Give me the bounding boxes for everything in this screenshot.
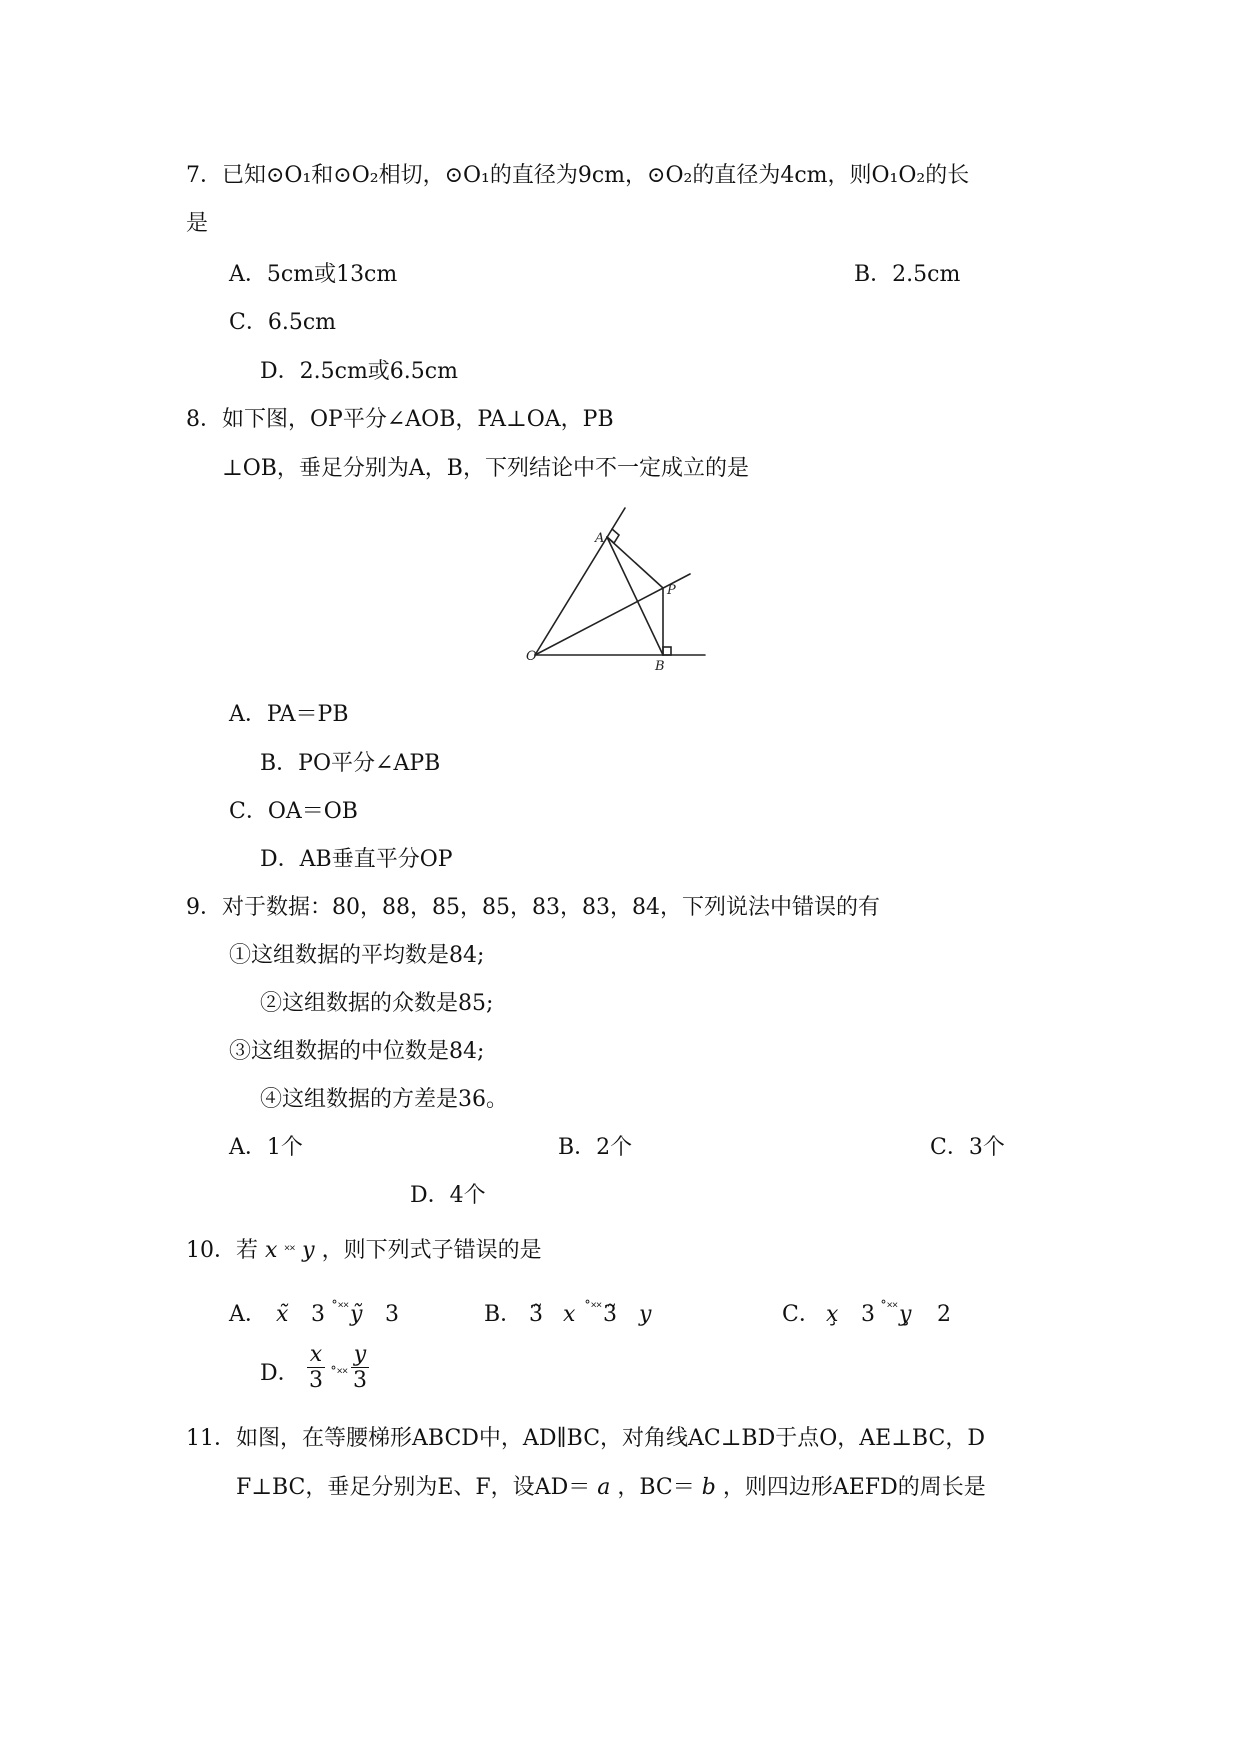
q10-option-d-numerator-left: x [307, 1343, 325, 1368]
q10-var-y: y [302, 1238, 315, 1263]
q10-option-a-term4: 3 [385, 1302, 399, 1327]
q10-option-d-denominator-right: 3 [353, 1368, 367, 1393]
q10-option-a-relation: ˚˟˟ [331, 1300, 349, 1316]
q10-option-b-term1: 3̃ [529, 1302, 543, 1327]
q11-stem-line2 [236, 1473, 986, 1503]
q7-stem-line1: 7．已知⊙O₁和⊙O₂相切，⊙O₁的直径为9cm，⊙O₂的直径为4cm，则O₁O₂的长 [186, 163, 970, 188]
q10-option-c-label: C． [782, 1302, 821, 1327]
q10-var-x: x [265, 1238, 278, 1263]
q10-option-b-label: B． [484, 1302, 523, 1327]
q10-option-c-term3: y̧ [899, 1302, 912, 1327]
q10-option-d-denominator-left: 3 [309, 1368, 323, 1393]
q11-line2-suffix: ，则四边形AEFD的周长是 [722, 1475, 986, 1500]
q7-option-b: B．2.5cm [854, 262, 961, 287]
q10-option-b-relation: ˚˟˟ [584, 1300, 602, 1316]
q7-option-d: D．2.5cm或6.5cm [260, 359, 458, 384]
q8-option-b: B．PO平分∠APB [260, 751, 441, 776]
q7-option-a: A．5cm或13cm [229, 262, 398, 287]
q10-option-c-term1: x̧ [826, 1302, 839, 1327]
q10-option-a-term1: x̃ [276, 1302, 289, 1327]
q10-option-d-fraction-right [351, 1343, 369, 1394]
q11-stem-line1: 11．如图，在等腰梯形ABCD中，AD∥BC，对角线AC⊥BD于点O，AE⊥BC，D [186, 1426, 985, 1451]
q11-line2-middle: ，BC＝ [617, 1475, 695, 1500]
q8-geometry-figure [515, 502, 715, 672]
figure-label-a: A [595, 531, 605, 546]
q9-option-b: B．2个 [558, 1135, 633, 1160]
q10-stem-prefix: 10．若 [186, 1238, 258, 1263]
q10-stem [186, 1236, 542, 1266]
q10-option-d-label: D． [260, 1361, 300, 1386]
q8-option-a: A．PA＝PB [229, 702, 349, 727]
q10-option-d-fraction-left [307, 1343, 325, 1394]
q10-option-a-label: A． [229, 1302, 267, 1327]
q10-stem-suffix: ，则下列式子错误的是 [321, 1238, 542, 1263]
q10-option-d-relation: ˚˟˟ [330, 1366, 348, 1382]
q10-option-b-term4: y [639, 1302, 652, 1327]
q7-stem-line2: 是 [186, 211, 209, 236]
q10-option-a-term3: ỹ [350, 1302, 363, 1327]
q9-statement-3: ③这组数据的中位数是84; [229, 1039, 485, 1064]
q10-option-c-relation: ˚˟˟ [880, 1300, 898, 1316]
q10-option-c-term4: 2 [937, 1302, 951, 1327]
q11-line2-prefix: F⊥BC，垂足分别为E、F，设AD＝ [236, 1475, 591, 1500]
q9-statement-1: ①这组数据的平均数是84; [229, 943, 485, 968]
q11-var-a: a [597, 1475, 611, 1500]
q10-option-a-term2: 3 [311, 1302, 325, 1327]
q10-option-c-term2: 3 [861, 1302, 875, 1327]
figure-label-b: B [655, 659, 665, 672]
q10-option-b-term3: 3̃ [603, 1302, 617, 1327]
q8-stem-line2: ⊥OB，垂足分别为A，B，下列结论中不一定成立的是 [222, 456, 749, 481]
q8-option-c: C．OA＝OB [229, 799, 358, 824]
q10-option-b-term2: x [563, 1302, 576, 1327]
q9-option-c: C．3个 [930, 1135, 1005, 1160]
q10-option-d-numerator-right: y [351, 1343, 369, 1368]
q9-stem: 9．对于数据：80，88，85，85，83，83，84，下列说法中错误的有 [186, 895, 880, 920]
q9-statement-2: ②这组数据的众数是85; [260, 991, 494, 1016]
figure-label-o: O [526, 649, 537, 664]
figure-label-p: P [667, 583, 676, 598]
q9-option-a: A．1个 [229, 1135, 303, 1160]
q9-option-d: D．4个 [410, 1183, 486, 1208]
q8-stem-line1: 8．如下图，OP平分∠AOB，PA⊥OA，PB [186, 407, 614, 432]
q11-var-b: b [701, 1475, 716, 1500]
q8-option-d: D．AB垂直平分OP [260, 847, 453, 872]
q10-relation-glyph: ˟˟ [284, 1243, 296, 1259]
q9-statement-4: ④这组数据的方差是36。 [260, 1087, 508, 1112]
q7-option-c: C．6.5cm [229, 310, 337, 335]
